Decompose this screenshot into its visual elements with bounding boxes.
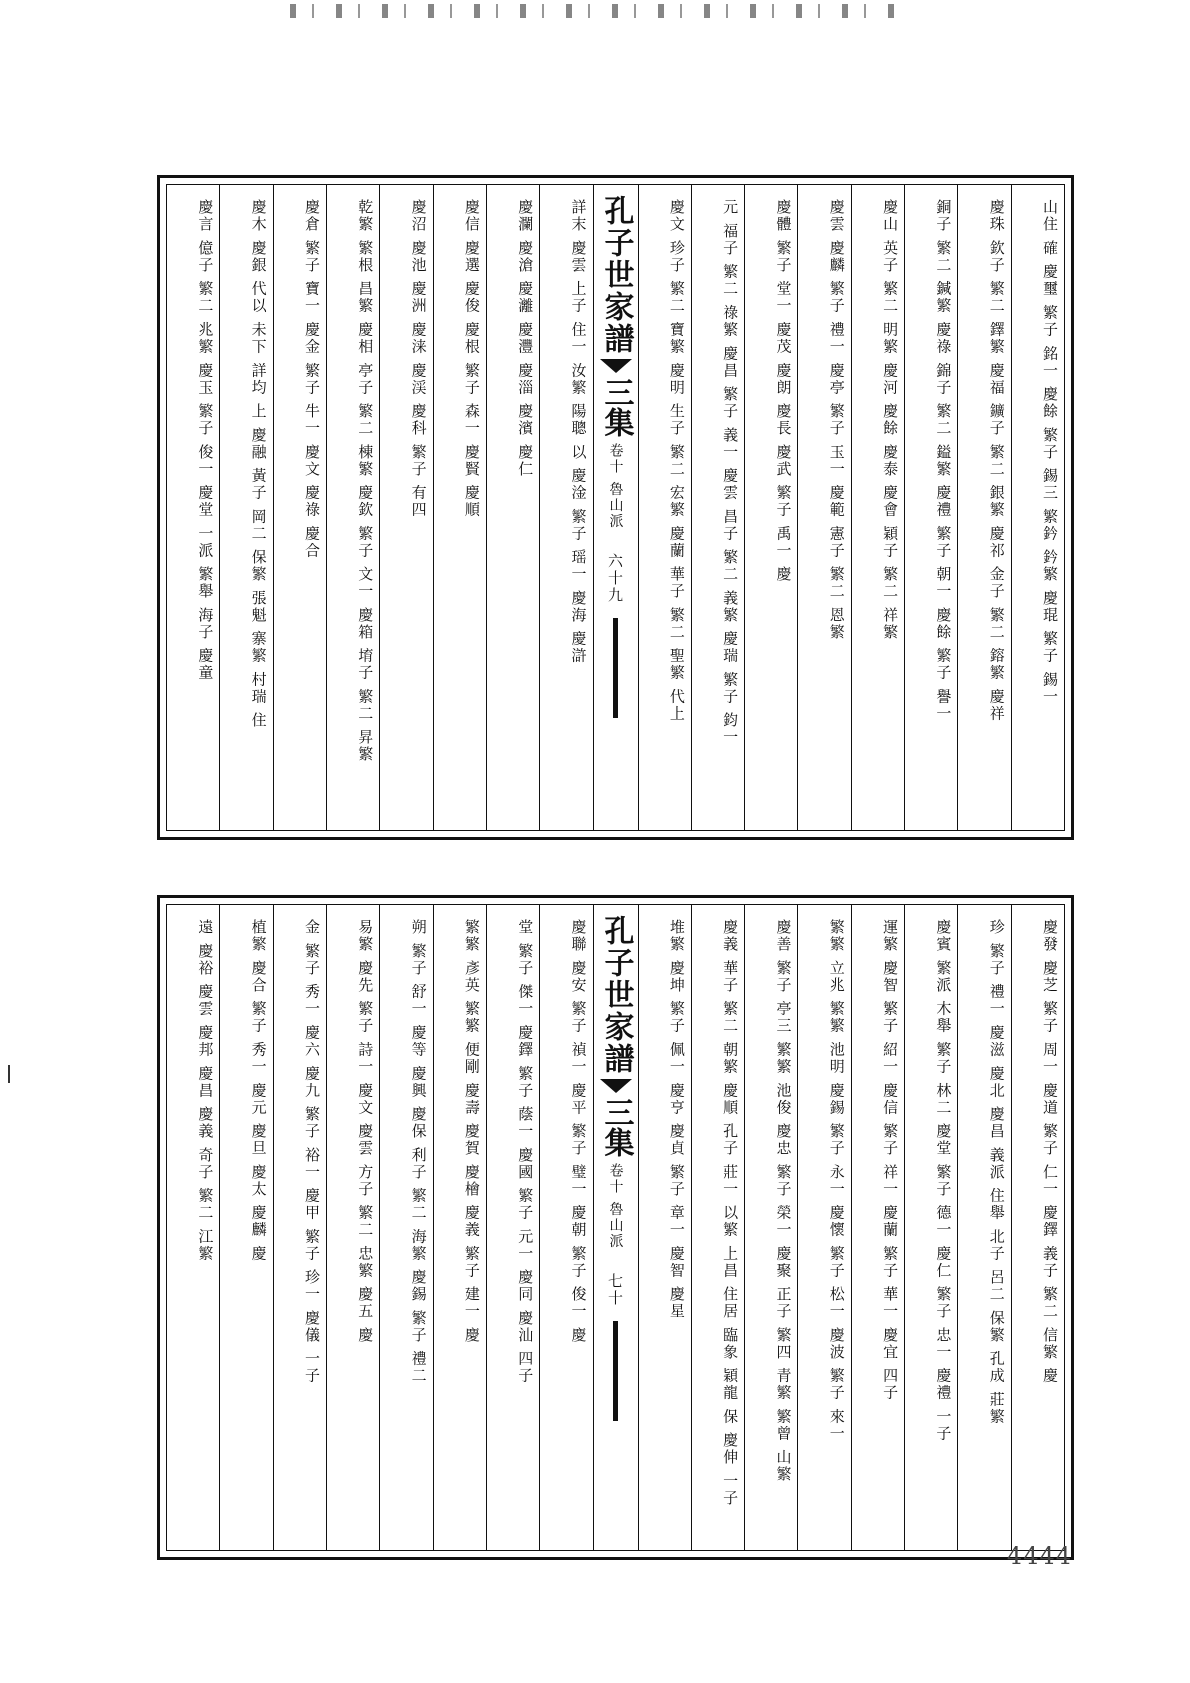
genealogy-panel-top — [157, 175, 1074, 840]
series-label: 三集 — [598, 1097, 634, 1157]
entry-column: 繁繁 立兆 繁繁 池明 慶錫 繁子 永一 慶懷 繁子 松一 慶波 繁子 來一 — [797, 905, 850, 1550]
entry-column: 慶沼 慶池 慶洲 慶涞 慶渓 慶科 繁子 有四 — [379, 185, 432, 830]
genealogy-panel-bottom — [157, 895, 1074, 1560]
entry-column: 山住 確 慶璽 繁子 銘一 慶餘 繁子 錫三 繁鈐 鈐繁 慶琨 繁子 錫一 — [1011, 185, 1064, 830]
entry-column: 金 繁子 秀一 慶六 慶九 繁子 裕一 慶甲 繁子 珍一 慶儀 一子 — [273, 905, 326, 1550]
entry-column: 元 福子 繁二 祿繁 慶昌 繁子 義一 慶雲 昌子 繁二 義繁 慶瑞 繁子 鈞一 — [691, 185, 744, 830]
panel-inner-frame — [166, 904, 1065, 1551]
page-number: 4444 — [1006, 1542, 1072, 1570]
entry-column: 慶發 慶芝 繁子 周一 慶道 繁子 仁一 慶鐸 義子 繁二 信繁 慶 — [1011, 905, 1064, 1550]
fish-tail-mark — [600, 1079, 632, 1093]
entry-column: 植繁 慶合 繁子 秀一 慶元 慶旦 慶太 慶麟 慶 — [219, 905, 272, 1550]
entry-column: 繁繁 彥英 繁繁 便剛 慶壽 慶賀 慶檜 慶義 繁子 建一 慶 — [433, 905, 486, 1550]
entry-column: 慶信 慶選 慶俊 慶根 繁子 森一 慶賢 慶順 — [433, 185, 486, 830]
entry-column: 慶山 英子 繁二 明繁 慶河 慶餘 慶泰 慶會 穎子 繁二 祥繁 — [851, 185, 904, 830]
columns-bottom — [167, 905, 1064, 1550]
entry-column: 慶倉 繁子 寶一 慶金 繁子 牛一 慶文 慶祿 慶合 — [273, 185, 326, 830]
book-title: 孔子世家譜 — [598, 915, 634, 1075]
spine-rule — [613, 618, 618, 718]
entry-column: 朔 繁子 舒一 慶等 慶興 慶保 利子 繁二 海繁 慶錫 繁子 禮二 — [379, 905, 432, 1550]
entry-column: 慶木 慶銀 代以 未下 詳均 上 慶融 黃子 岡二 保繁 張魁 寨繁 村瑞 住 — [219, 185, 272, 830]
entry-column: 慶言 億子 繁二 兆繁 慶玉 繁子 俊一 慶堂 一派 繁舉 海子 慶童 — [196, 199, 215, 682]
folio-number: 六十九 — [606, 553, 624, 605]
scan-artifact-top — [290, 4, 910, 18]
center-spine — [593, 185, 638, 830]
entry-column: 慶義 華子 繁二 朝繁 慶順 孔子 莊一 以繁 上昌 住居 臨象 穎龍 保 慶伸 一子 — [691, 905, 744, 1550]
book-title: 孔子世家譜 — [598, 195, 634, 355]
entry-column: 慶雲 慶麟 繁子 禮一 慶亭 繁子 玉一 慶範 憲子 繁二 恩繁 — [797, 185, 850, 830]
entry-column: 慶珠 欽子 繁二 鐸繁 慶福 鑛子 繁二 銀繁 慶祁 金子 繁二 鎔繁 慶祥 — [957, 185, 1010, 830]
entry-column: 堆繁 慶坤 繁子 佩一 慶亨 慶貞 繁子 章一 慶智 慶星 — [638, 905, 691, 1550]
entry-column: 詳末 慶雲 上子 住一 汝繁 陽聰 以 慶淦 繁子 瑶一 慶海 慶滸 — [539, 185, 592, 830]
scan-artifact-left — [8, 1065, 10, 1083]
fish-tail-mark — [600, 359, 632, 373]
folio-number: 七十 — [606, 1273, 624, 1308]
entry-column: 乾繁 繁根 昌繁 慶相 亭子 繁二 棟繁 慶欽 繁子 文一 慶箱 堉子 繁二 昇繁 — [326, 185, 379, 830]
entry-column: 慶瀾 慶滄 慶灕 慶灃 慶淄 慶濱 慶仁 — [486, 185, 539, 830]
entry-column: 銅子 繁二 鍼繁 慶祿 錦子 繁二 鎰繁 慶禮 繁子 朝一 慶餘 繁子 譽一 — [904, 185, 957, 830]
entry-column: 慶文 珍子 繁二 寶繁 慶明 生子 繁二 宏繁 慶蘭 華子 繁二 聖繁 代上 — [638, 185, 691, 830]
entry-column: 慶善 繁子 亭三 繁繁 池俊 慶忠 繁子 榮一 慶聚 正子 繁四 青繁 繁曾 山繁 — [744, 905, 797, 1550]
entry-column: 慶體 繁子 堂一 慶茂 慶朗 慶長 慶武 繁子 禹一 慶 — [744, 185, 797, 830]
spine-rule — [613, 1321, 618, 1421]
entry-column: 易繁 慶先 繁子 詩一 慶文 慶雲 方子 繁二 忠繁 慶五 慶 — [326, 905, 379, 1550]
entry-column: 堂 繁子 傑一 慶鐸 繁子 蔭一 慶國 繁子 元一 慶同 慶汕 四子 — [486, 905, 539, 1550]
panel-inner-frame — [166, 184, 1065, 831]
entry-column: 慶賓 繁派 木舉 繁子 林二 慶堂 繁子 德一 慶仁 繁子 忠一 慶禮 一子 — [904, 905, 957, 1550]
series-label: 三集 — [598, 377, 634, 437]
entry-column: 慶聯 慶安 繁子 禎一 慶平 繁子 璧一 慶朝 繁子 俊一 慶 — [539, 905, 592, 1550]
volume-label: 卷十 魯山派 — [607, 443, 624, 530]
volume-label: 卷十 魯山派 — [607, 1163, 624, 1250]
entry-column: 珍 繁子 禮一 慶滋 慶北 慶昌 義派 住舉 北子 呂二 保繁 孔成 莊繁 — [957, 905, 1010, 1550]
columns-top — [167, 185, 1064, 830]
entry-column: 運繁 慶智 繁子 紹一 慶信 繁子 祥一 慶蘭 繁子 華一 慶宜 四子 — [851, 905, 904, 1550]
center-spine — [593, 905, 638, 1550]
entry-column: 遠 慶裕 慶雲 慶邦 慶昌 慶義 奇子 繁二 江繁 — [196, 919, 215, 1263]
